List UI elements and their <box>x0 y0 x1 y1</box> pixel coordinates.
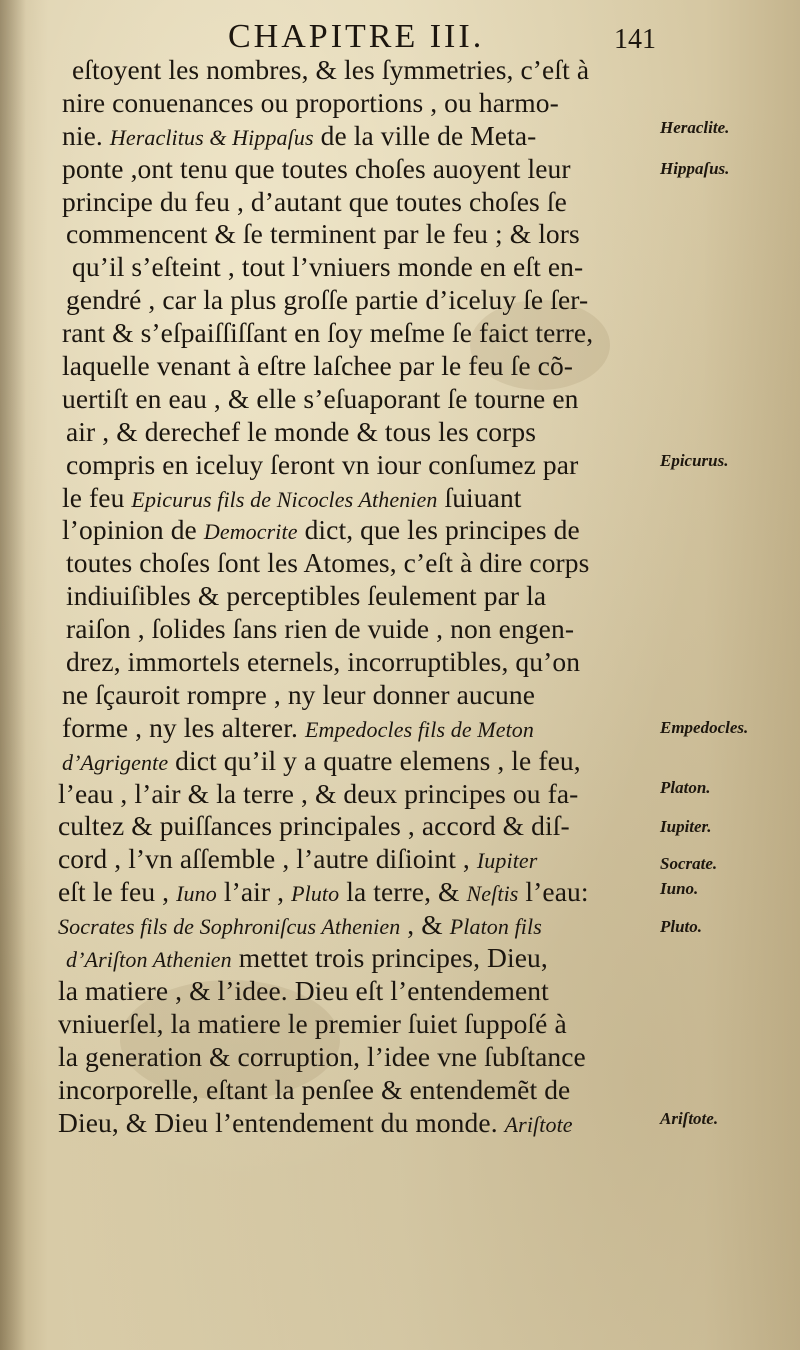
text-run: uertiſt en eau , & elle s’eſuaporant ſe tourne en <box>62 382 579 414</box>
text-run: raiſon , ſolides ſans rien de vuide , non engen- <box>66 613 575 645</box>
marginal-note: Iuno. <box>660 878 699 898</box>
text-run: drez, immortels eternels, incorruptibles, qu’on <box>66 646 581 678</box>
text-line <box>58 975 658 1008</box>
marginal-note: Ariſtote. <box>660 1108 719 1128</box>
italic-name: Democrite <box>203 519 298 545</box>
marginal-note: Heraclite. <box>660 117 730 137</box>
italic-name: Heraclitus & <box>109 124 233 150</box>
text-run: mettet trois principes, Dieu, <box>231 942 548 974</box>
chapter-heading: CHAPITRE III. <box>228 18 485 55</box>
text-line <box>58 909 658 942</box>
text-run: vniuerſel, la matiere le premier ſuiet ſuppoſé à <box>58 1007 567 1039</box>
text-run: l’eau , l’air & la terre , & deux principes ou fa- <box>58 777 579 809</box>
text-run: la generation & corruption, l’idee vne ſubſtance <box>58 1040 586 1072</box>
text-run: qu’il s’eſteint , tout l’vniuers monde en eſt en- <box>72 251 584 283</box>
marginal-note: Platon. <box>660 777 711 797</box>
running-header <box>0 14 800 58</box>
main-text <box>58 54 658 1139</box>
text-run: le feu <box>62 481 132 513</box>
text-line <box>58 1008 658 1041</box>
text-line <box>58 251 658 284</box>
text-run: indiuiſibles & perceptibles ſeulement par la <box>66 580 547 612</box>
text-line <box>58 350 658 383</box>
text-line <box>58 482 658 515</box>
text-line <box>58 514 658 547</box>
italic-name: Socrates fils de Sophroniſcus Athenien <box>58 914 401 940</box>
text-run: l’opinion de <box>62 514 204 546</box>
text-run: compris en iceluy ſeront vn iour conſumez par <box>66 448 579 480</box>
text-run: principe du feu , d’autant que toutes choſes ſe <box>62 185 567 217</box>
text-line <box>58 547 658 580</box>
text-line <box>58 120 658 153</box>
text-line <box>58 745 658 778</box>
text-line <box>58 942 658 975</box>
text-run: , & <box>400 909 450 941</box>
text-line <box>58 218 658 251</box>
text-run: ſuiuant <box>437 481 522 513</box>
text-run: la terre, & <box>339 876 467 908</box>
marginal-note: Epicurus. <box>660 450 729 470</box>
text-run: eſt le feu , <box>58 876 177 908</box>
text-run: dict, que les principes de <box>297 514 580 546</box>
text-line <box>58 679 658 712</box>
text-line <box>58 1107 658 1140</box>
page-number: 141 <box>614 24 656 55</box>
text-run: air , & derechef le monde & tous les corps <box>66 415 537 447</box>
text-run: l’eau: <box>518 876 589 908</box>
italic-name: d’Agrigente <box>62 749 169 775</box>
text-line <box>58 186 658 219</box>
text-line <box>58 613 658 646</box>
text-line <box>58 153 658 186</box>
italic-name: Epicurus fils de Nicocles Athenien <box>131 486 438 512</box>
text-line <box>58 1074 658 1107</box>
text-run: la matiere , & l’idee. Dieu eſt l’entendement <box>58 974 549 1006</box>
text-line <box>58 876 658 909</box>
marginal-note: Empedocles. <box>660 718 749 737</box>
italic-name: Iupiter <box>476 848 538 874</box>
text-line <box>58 87 658 120</box>
text-line <box>58 580 658 613</box>
text-line <box>58 778 658 811</box>
text-line <box>58 54 658 87</box>
text-line <box>58 843 658 876</box>
text-run: rant & s’eſpaiſſiſſant en ſoy meſme ſe faict terre, <box>62 317 594 349</box>
italic-name: Empedocles fils de Meton <box>304 716 534 742</box>
text-run: forme , ny les alterer. <box>62 711 305 743</box>
text-run: ne ſçauroit rompre , ny leur donner aucune <box>62 678 536 710</box>
text-line <box>58 1041 658 1074</box>
text-run: nire conuenances ou proportions , ou harmo- <box>62 86 559 118</box>
text-run: commencent & ſe terminent par le feu ; & lors <box>66 218 580 250</box>
marginal-note: Hippaſus. <box>660 158 730 178</box>
text-run: incorporelle, eſtant la penſee & entendemẽt de <box>58 1073 571 1105</box>
text-line <box>58 810 658 843</box>
marginal-note: Iupiter. <box>660 816 712 836</box>
text-run: gendré , car la plus groſſe partie d’iceluy ſe ſer- <box>66 284 589 316</box>
text-run: cultez & puiſſances principales , accord & diſ- <box>58 810 570 842</box>
text-line <box>58 449 658 482</box>
italic-name: d’Ariſton Athenien <box>66 947 232 973</box>
text-run: laquelle venant à eſtre laſchee par le feu ſe cõ- <box>62 350 574 382</box>
italic-name: Pluto <box>291 881 340 907</box>
marginal-note: Pluto. <box>660 917 703 937</box>
text-run: de la ville de Meta- <box>313 119 537 151</box>
italic-name: Neſtis <box>466 881 519 907</box>
text-run: dict qu’il y a quatre elemens , le feu, <box>168 744 581 776</box>
text-line <box>58 712 658 745</box>
text-run: cord , l’vn aſſemble , l’autre diſioint , <box>58 843 477 875</box>
text-run: eſtoyent les nombres, & les ſymmetries, c’eſt à <box>72 54 590 85</box>
italic-name: Hippaſus <box>232 124 314 150</box>
italic-name: Platon fils <box>449 914 542 940</box>
italic-name: Iuno <box>176 881 217 907</box>
text-line <box>58 383 658 416</box>
text-run: nie. <box>62 119 110 151</box>
text-line <box>58 284 658 317</box>
text-run: l’air , <box>216 876 292 908</box>
text-line <box>58 317 658 350</box>
text-run: ponte ,ont tenu que toutes choſes auoyent leur <box>62 152 571 184</box>
text-line <box>58 646 658 679</box>
text-line <box>58 416 658 449</box>
italic-name: Ariſtote <box>504 1111 573 1137</box>
text-run: toutes choſes ſont les Atomes, c’eſt à dire corps <box>66 547 590 579</box>
text-run: Dieu, & Dieu l’entendement du monde. <box>58 1106 505 1138</box>
marginal-note: Socrate. <box>660 853 718 873</box>
